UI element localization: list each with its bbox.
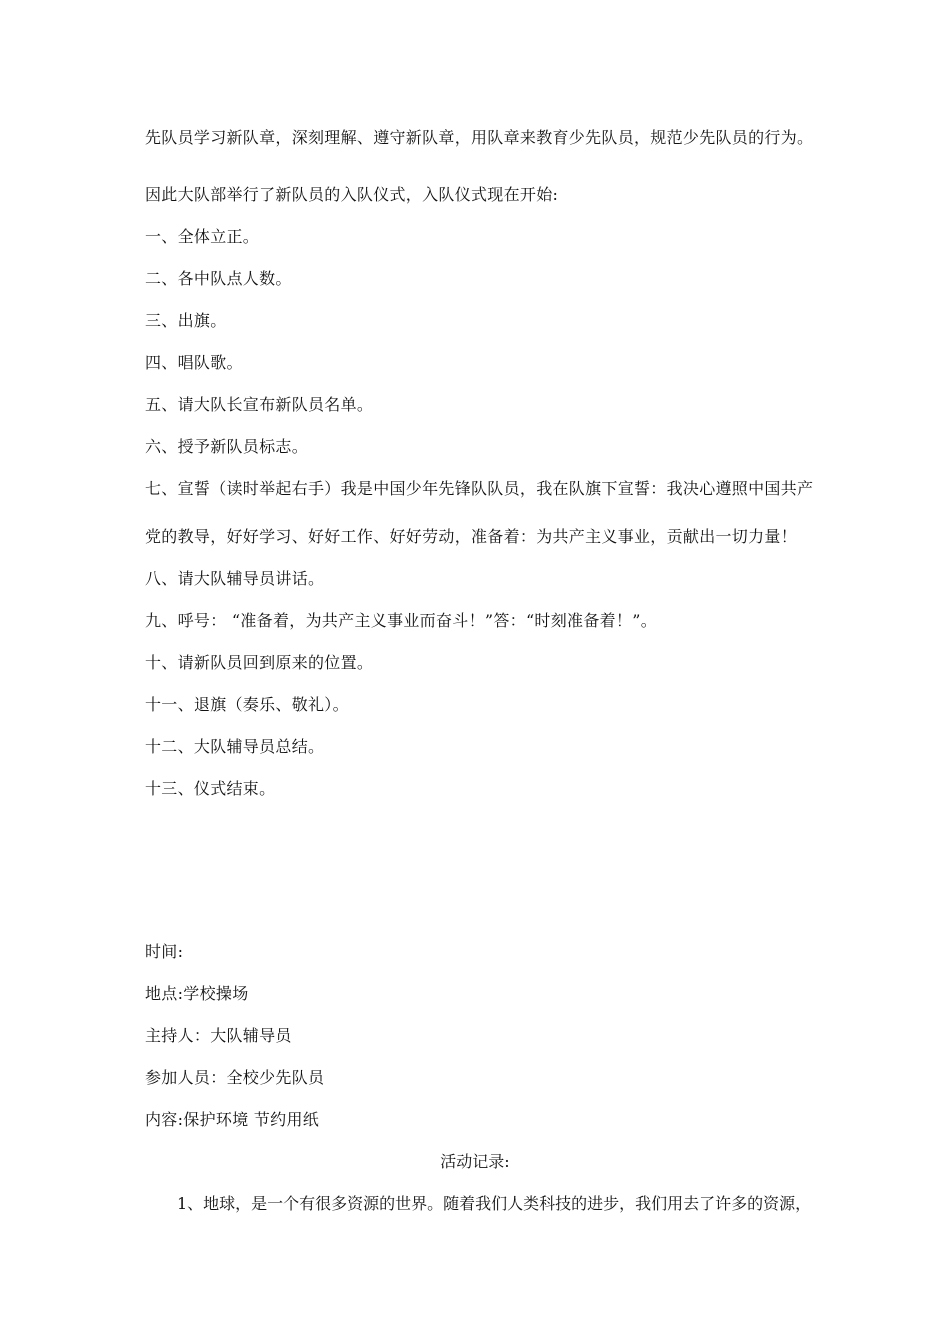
info-content: 内容:保护环境 节约用纸: [145, 1110, 320, 1129]
record-heading: 活动记录:: [440, 1152, 510, 1171]
info-time: 时间:: [145, 942, 184, 961]
step-10: 十、请新队员回到原来的位置。: [145, 653, 374, 672]
step-2: 二、各中队点人数。: [145, 269, 292, 288]
step-6: 六、授予新队员标志。: [145, 437, 309, 456]
step-8: 八、请大队辅导员讲话。: [145, 569, 325, 588]
step-13: 十三、仪式结束。: [145, 779, 276, 798]
info-participants: 参加人员：全校少先队员: [145, 1068, 325, 1087]
intro-line-1: 先队员学习新队章，深刻理解、遵守新队章，用队章来教育少先队员，规范少先队员的行为。: [145, 128, 814, 147]
step-9: 九、呼号： “准备着，为共产主义事业而奋斗！”答：“时刻准备着！”。: [145, 611, 658, 630]
info-place: 地点:学校操场: [145, 984, 249, 1003]
step-3: 三、出旗。: [145, 311, 227, 330]
step-5: 五、请大队长宣布新队员名单。: [145, 395, 374, 414]
info-host: 主持人：大队辅导员: [145, 1026, 292, 1045]
intro-line-2: 因此大队部举行了新队员的入队仪式，入队仪式现在开始:: [145, 185, 559, 204]
record-paragraph-1: 1、地球，是一个有很多资源的世界。随着我们人类科技的进步，我们用去了许多的资源，: [177, 1194, 812, 1213]
step-1: 一、全体立正。: [145, 227, 260, 246]
step-12: 十二、大队辅导员总结。: [145, 737, 325, 756]
step-7-oath-continued: 党的教导，好好学习、好好工作、好好劳动，准备着：为共产主义事业，贡献出一切力量！: [145, 527, 798, 546]
step-4: 四、唱队歌。: [145, 353, 243, 372]
step-7-oath: 七、宣誓（读时举起右手）我是中国少年先锋队队员，我在队旗下宣誓：我决心遵照中国共产: [145, 479, 814, 498]
step-11: 十一、退旗（奏乐、敬礼）。: [145, 695, 349, 714]
